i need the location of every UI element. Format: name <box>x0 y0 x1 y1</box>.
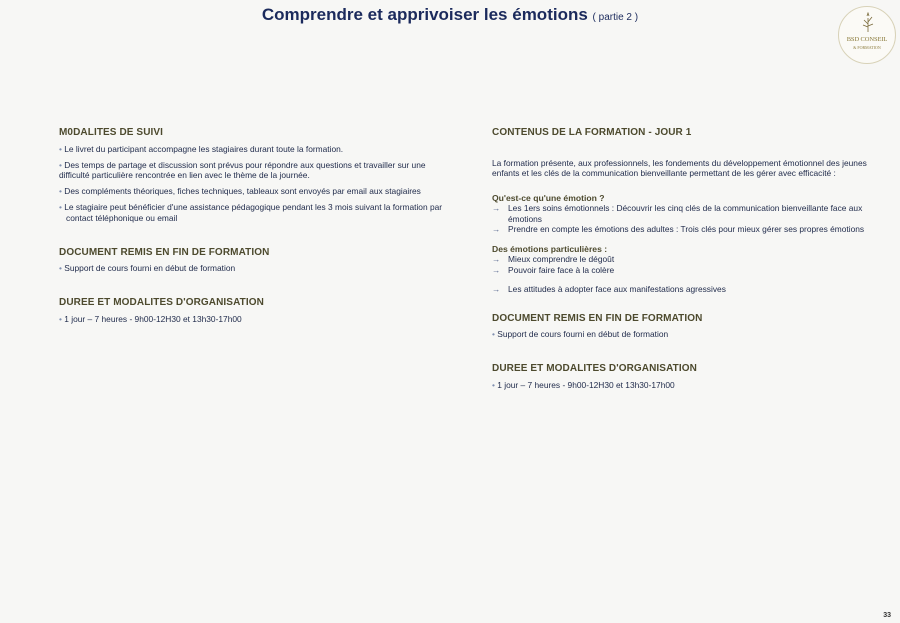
list-item: • 1 jour – 7 heures - 9h00-12H30 et 13h30-17h00 <box>59 313 242 324</box>
section-heading-document: DOCUMENT REMIS EN FIN DE FORMATION <box>59 246 270 258</box>
bullet-icon: • <box>59 143 62 154</box>
bullet-icon: • <box>59 313 62 324</box>
title-subtitle: ( partie 2 ) <box>592 12 639 23</box>
bullet-icon: • <box>59 186 62 196</box>
list-item: • 1 jour – 7 heures - 9h00-12H30 et 13h30-17h00 <box>492 379 675 390</box>
bullet-icon: • <box>59 159 62 170</box>
list-item: → Les 1ers soins émotionnels : Découvrir les cinq clés de la communication bienveillante face aux émotions <box>492 203 863 224</box>
subsection-title-particular: Des émotions particulières : <box>492 243 608 254</box>
list-item: • Des compléments théoriques, fiches techniques, tableaux sont envoyés par email aux stagiaires <box>59 186 421 196</box>
page-number: 33 <box>883 612 891 619</box>
section-heading-duree: DUREE ET MODALITES D'ORGANISATION <box>59 297 264 308</box>
list-item: • Des temps de partage et discussion sont prévus pour répondre aux questions et travailler sur une difficulté particulière rencontrée en lien avec le thème de la journée. <box>59 159 426 180</box>
arrow-right-icon: → <box>492 284 501 294</box>
company-logo <box>838 6 896 64</box>
arrow-right-icon: → <box>492 224 501 234</box>
list-item: • Support de cours fourni en début de formation <box>492 329 669 339</box>
arrow-right-icon: → <box>492 203 501 213</box>
section-heading-modalites: M0DALITES DE SUIVI <box>59 127 164 138</box>
section-heading-contenus: CONTENUS DE LA FORMATION - JOUR 1 <box>492 127 692 138</box>
list-item: • Support de cours fourni en début de formation <box>59 263 236 273</box>
list-item: → Prendre en compte les émotions des adultes : Trois clés pour mieux gérer ses propres émotions <box>492 224 865 234</box>
bullet-icon: • <box>492 379 495 390</box>
list-item: → Pouvoir faire face à la colère <box>492 264 615 275</box>
left-column <box>59 128 449 330</box>
section-heading-document: DOCUMENT REMIS EN FIN DE FORMATION <box>492 312 703 324</box>
bullet-icon: • <box>59 263 62 273</box>
logo-text-line2: & FORMATION <box>853 45 881 50</box>
right-column <box>492 128 882 396</box>
subsection-title-emotion: Qu'est-ce qu'une émotion ? <box>492 192 605 203</box>
arrow-right-icon: → <box>492 264 501 275</box>
logo-text-line1: BSD CONSEIL <box>846 36 888 43</box>
intro-paragraph: La formation présente, aux professionnels, les fondements du développement émotionnel des jeunes enfants et les clés de la communication bienveillante permettant de les gérer avec efficacité : <box>492 157 867 178</box>
plant-icon <box>861 12 875 32</box>
arrow-right-icon: → <box>492 254 501 264</box>
list-item: • Le stagiaire peut bénéficier d'une assistance pédagogique pendant les 3 mois suivant la formation par contact téléphonique ou email <box>59 202 443 223</box>
bullet-icon: • <box>492 329 495 339</box>
bullet-icon: • <box>59 202 62 212</box>
list-item: • Le livret du participant accompagne les stagiaires durant toute la formation. <box>59 143 344 154</box>
title-main: Comprendre et apprivoiser les émotions <box>261 5 588 24</box>
section-heading-duree: DUREE ET MODALITES D'ORGANISATION <box>492 363 697 374</box>
list-item: → Les attitudes à adopter face aux manifestations agressives <box>492 284 726 294</box>
list-item: → Mieux comprendre le dégoût <box>492 254 615 264</box>
page-title <box>0 5 900 25</box>
